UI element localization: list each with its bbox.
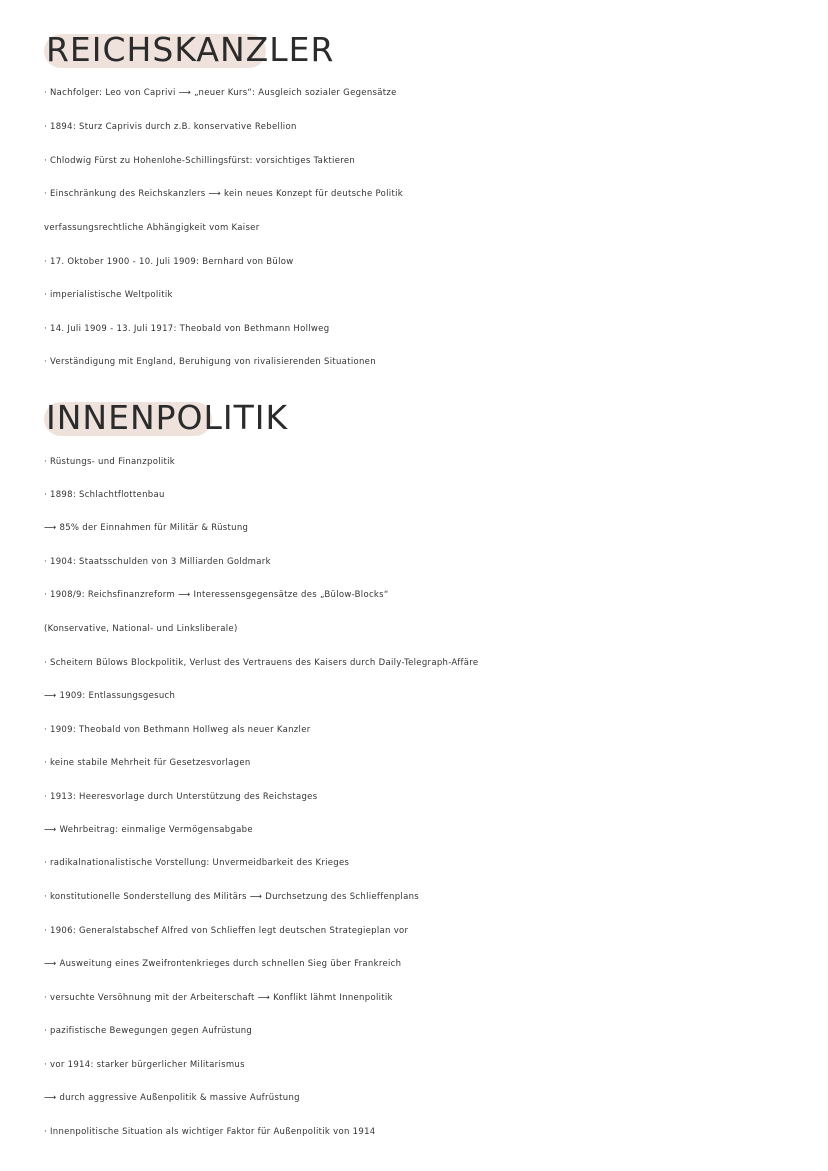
note-line: · keine stabile Mehrheit für Gesetzesvorlagen xyxy=(44,758,251,768)
note-line: · vor 1914: starker bürgerlicher Militarismus xyxy=(44,1060,245,1070)
note-line: · 1906: Generalstabschef Alfred von Schlieffen legt deutschen Strategieplan vor xyxy=(44,926,409,936)
note-line: · Einschränkung des Reichskanzlers ⟶ kein neues Konzept für deutsche Politik xyxy=(44,189,403,199)
note-line: · 14. Juli 1909 - 13. Juli 1917: Theobald von Bethmann Hollweg xyxy=(44,324,330,334)
note-line: ⟶ durch aggressive Außenpolitik & massive Aufrüstung xyxy=(44,1093,300,1103)
note-line: · versuchte Versöhnung mit der Arbeiterschaft ⟶ Konflikt lähmt Innenpolitik xyxy=(44,993,393,1003)
note-line: · 1913: Heeresvorlage durch Unterstützung des Reichstages xyxy=(44,792,318,802)
note-line: · Chlodwig Fürst zu Hohenlohe-Schillingsfürst: vorsichtiges Taktieren xyxy=(44,156,356,166)
note-line: · Verständigung mit England, Beruhigung von rivalisierenden Situationen xyxy=(44,357,376,367)
note-line: · Scheitern Bülows Blockpolitik, Verlust des Vertrauens des Kaisers durch Daily-Telegraph-Affäre xyxy=(44,658,479,668)
note-line: · Innenpolitische Situation als wichtiger Faktor für Außenpolitik von 1914 xyxy=(44,1127,376,1137)
note-line: verfassungsrechtliche Abhängigkeit vom Kaiser xyxy=(44,223,260,233)
note-line: · konstitutionelle Sonderstellung des Militärs ⟶ Durchsetzung des Schlieffenplans xyxy=(44,892,420,902)
note-line: · 1908/9: Reichsfinanzreform ⟶ Interessensgegensätze des „Bülow-Blocks“ xyxy=(44,590,389,600)
note-line: ⟶ Wehrbeitrag: einmalige Vermögensabgabe xyxy=(44,825,253,835)
note-line: ⟶ 1909: Entlassungsgesuch xyxy=(44,691,176,701)
note-line: · Nachfolger: Leo von Caprivi ⟶ „neuer Kurs“: Ausgleich sozialer Gegensätze xyxy=(44,88,397,98)
note-line: (Konservative, National- und Linksliberale) xyxy=(44,624,238,634)
note-line: ⟶ 85% der Einnahmen für Militär & Rüstung xyxy=(44,523,249,533)
note-line: · 1904: Staatsschulden von 3 Milliarden Goldmark xyxy=(44,557,271,567)
note-line: ⟶ Ausweitung eines Zweifrontenkrieges durch schnellen Sieg über Frankreich xyxy=(44,959,402,969)
note-line: · 1898: Schlachtflottenbau xyxy=(44,490,165,500)
note-line: · Rüstungs- und Finanzpolitik xyxy=(44,457,176,467)
note-line: · pazifistische Bewegungen gegen Aufrüstung xyxy=(44,1026,253,1036)
note-line: · 17. Oktober 1900 - 10. Juli 1909: Bernhard von Bülow xyxy=(44,257,294,267)
note-line: · imperialistische Weltpolitik xyxy=(44,290,173,300)
heading-innenpolitik: INNENPOLITIK xyxy=(46,398,289,437)
note-line: · 1894: Sturz Caprivis durch z.B. konservative Rebellion xyxy=(44,122,297,132)
note-line: · radikalnationalistische Vorstellung: Unvermeidbarkeit des Krieges xyxy=(44,858,350,868)
note-line: · 1909: Theobald von Bethmann Hollweg als neuer Kanzler xyxy=(44,725,311,735)
heading-reichskanzler: REICHSKANZLER xyxy=(46,30,335,69)
